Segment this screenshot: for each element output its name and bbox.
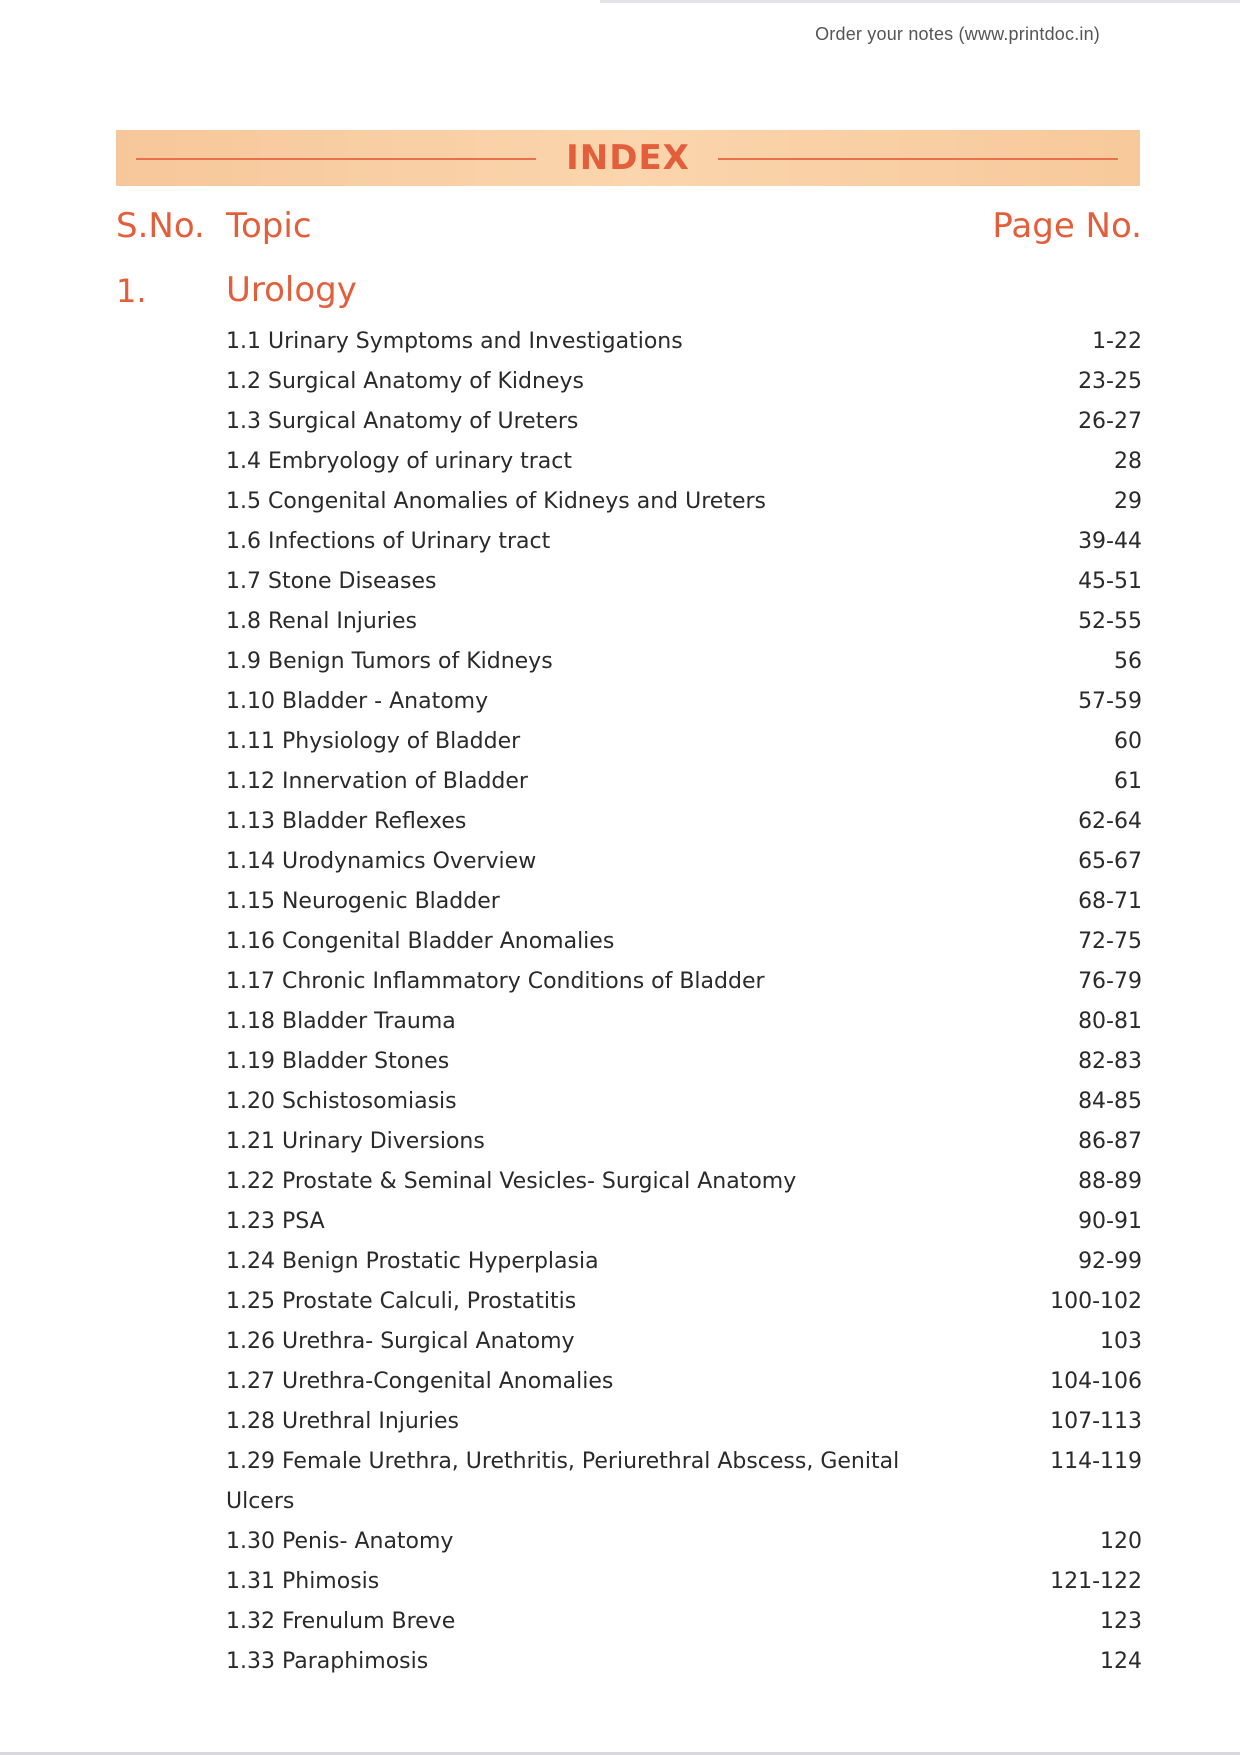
entry-pages: 56 bbox=[1114, 649, 1142, 674]
index-entry bbox=[226, 442, 1142, 482]
entry-topic: 1.3 Surgical Anatomy of Ureters bbox=[226, 409, 579, 434]
entry-pages: 88-89 bbox=[1078, 1169, 1142, 1194]
index-entry bbox=[226, 1322, 1142, 1362]
entry-topic: 1.5 Congenital Anomalies of Kidneys and Ureters bbox=[226, 489, 766, 514]
index-entry bbox=[226, 682, 1142, 722]
entry-pages: 57-59 bbox=[1078, 689, 1142, 714]
entry-pages: 107-113 bbox=[1050, 1409, 1142, 1434]
entry-topic: 1.21 Urinary Diversions bbox=[226, 1129, 485, 1154]
section-title: Urology bbox=[226, 270, 357, 310]
index-entry bbox=[226, 1162, 1142, 1202]
entry-pages: 28 bbox=[1114, 449, 1142, 474]
index-entry bbox=[226, 1282, 1142, 1322]
entry-topic: 1.12 Innervation of Bladder bbox=[226, 769, 528, 794]
entry-topic: 1.31 Phimosis bbox=[226, 1569, 380, 1594]
entry-topic: 1.13 Bladder Reflexes bbox=[226, 809, 467, 834]
entry-pages: 121-122 bbox=[1050, 1569, 1142, 1594]
entry-pages: 61 bbox=[1114, 769, 1142, 794]
entry-pages: 86-87 bbox=[1078, 1129, 1142, 1154]
entry-pages: 114-119 bbox=[1050, 1449, 1142, 1474]
entry-topic: 1.23 PSA bbox=[226, 1209, 325, 1234]
index-entry bbox=[226, 402, 1142, 442]
entry-pages: 84-85 bbox=[1078, 1089, 1142, 1114]
entry-pages: 90-91 bbox=[1078, 1209, 1142, 1234]
index-entry bbox=[226, 1522, 1142, 1562]
entry-pages: 76-79 bbox=[1078, 969, 1142, 994]
entry-pages: 68-71 bbox=[1078, 889, 1142, 914]
header-topic: Topic bbox=[226, 206, 312, 246]
entry-pages: 26-27 bbox=[1078, 409, 1142, 434]
entry-topic: 1.7 Stone Diseases bbox=[226, 569, 437, 594]
entry-topic: 1.6 Infections of Urinary tract bbox=[226, 529, 551, 554]
entry-pages: 103 bbox=[1100, 1329, 1142, 1354]
entry-topic: 1.14 Urodynamics Overview bbox=[226, 849, 537, 874]
entry-topic: 1.16 Congenital Bladder Anomalies bbox=[226, 929, 615, 954]
entry-topic: 1.24 Benign Prostatic Hyperplasia bbox=[226, 1249, 599, 1274]
index-entry bbox=[226, 1082, 1142, 1122]
index-entry bbox=[226, 602, 1142, 642]
entry-pages: 120 bbox=[1100, 1529, 1142, 1554]
index-entry bbox=[226, 962, 1142, 1002]
index-entry bbox=[226, 1602, 1142, 1642]
index-title: INDEX bbox=[566, 138, 690, 178]
index-entry bbox=[226, 1002, 1142, 1042]
entry-topic: 1.1 Urinary Symptoms and Investigations bbox=[226, 329, 683, 354]
entry-topic: 1.2 Surgical Anatomy of Kidneys bbox=[226, 369, 584, 394]
entry-pages: 100-102 bbox=[1050, 1289, 1142, 1314]
index-entries-list bbox=[226, 322, 1142, 1682]
entry-pages: 23-25 bbox=[1078, 369, 1142, 394]
entry-pages: 123 bbox=[1100, 1609, 1142, 1634]
index-entry bbox=[226, 1042, 1142, 1082]
index-entry bbox=[226, 642, 1142, 682]
index-entry bbox=[226, 1362, 1142, 1402]
entry-pages: 29 bbox=[1114, 489, 1142, 514]
entry-topic: 1.9 Benign Tumors of Kidneys bbox=[226, 649, 553, 674]
entry-topic: 1.8 Renal Injuries bbox=[226, 609, 417, 634]
entry-pages: 52-55 bbox=[1078, 609, 1142, 634]
entry-pages: 62-64 bbox=[1078, 809, 1142, 834]
entry-topic: 1.33 Paraphimosis bbox=[226, 1649, 429, 1674]
entry-topic: 1.4 Embryology of urinary tract bbox=[226, 449, 573, 474]
entry-topic: 1.27 Urethra-Congenital Anomalies bbox=[226, 1369, 614, 1394]
entry-topic: 1.30 Penis- Anatomy bbox=[226, 1529, 454, 1554]
entry-topic: 1.28 Urethral Injuries bbox=[226, 1409, 460, 1434]
entry-pages: 39-44 bbox=[1078, 529, 1142, 554]
index-entry bbox=[226, 1242, 1142, 1282]
banner-right-rule bbox=[718, 158, 1118, 160]
entry-pages: 82-83 bbox=[1078, 1049, 1142, 1074]
index-entry bbox=[226, 322, 1142, 362]
index-entry bbox=[226, 522, 1142, 562]
entry-pages: 72-75 bbox=[1078, 929, 1142, 954]
index-entry bbox=[226, 1122, 1142, 1162]
top-edge-rule bbox=[600, 0, 1240, 3]
entry-pages: 80-81 bbox=[1078, 1009, 1142, 1034]
entry-pages: 104-106 bbox=[1050, 1369, 1142, 1394]
index-entry bbox=[226, 722, 1142, 762]
index-entry bbox=[226, 1402, 1142, 1442]
entry-pages: 124 bbox=[1100, 1649, 1142, 1674]
entry-topic: 1.29 Female Urethra, Urethritis, Periurethral Abscess, Genital Ulcers bbox=[226, 1449, 900, 1514]
section-number: 1. bbox=[116, 272, 147, 310]
index-entry bbox=[226, 762, 1142, 802]
entry-topic: 1.26 Urethra- Surgical Anatomy bbox=[226, 1329, 575, 1354]
entry-topic: 1.17 Chronic Inflammatory Conditions of Bladder bbox=[226, 969, 765, 994]
index-entry bbox=[226, 1202, 1142, 1242]
index-entry bbox=[226, 1562, 1142, 1602]
entry-pages: 92-99 bbox=[1078, 1249, 1142, 1274]
entry-topic: 1.18 Bladder Trauma bbox=[226, 1009, 456, 1034]
index-entry bbox=[226, 1642, 1142, 1682]
header-sno: S.No. bbox=[116, 206, 205, 246]
index-entry bbox=[226, 802, 1142, 842]
entry-pages: 65-67 bbox=[1078, 849, 1142, 874]
entry-topic: 1.19 Bladder Stones bbox=[226, 1049, 450, 1074]
entry-topic: 1.10 Bladder - Anatomy bbox=[226, 689, 489, 714]
index-entry bbox=[226, 482, 1142, 522]
index-entry bbox=[226, 562, 1142, 602]
entry-topic: 1.15 Neurogenic Bladder bbox=[226, 889, 500, 914]
entry-topic: 1.11 Physiology of Bladder bbox=[226, 729, 521, 754]
entry-topic: 1.25 Prostate Calculi, Prostatitis bbox=[226, 1289, 577, 1314]
entry-pages: 45-51 bbox=[1078, 569, 1142, 594]
entry-topic: 1.22 Prostate & Seminal Vesicles- Surgical Anatomy bbox=[226, 1169, 797, 1194]
watermark-text: Order your notes (www.printdoc.in) bbox=[815, 24, 1100, 44]
index-entry bbox=[226, 842, 1142, 882]
header-page-no: Page No. bbox=[992, 206, 1142, 246]
entry-pages: 60 bbox=[1114, 729, 1142, 754]
entry-topic: 1.32 Frenulum Breve bbox=[226, 1609, 456, 1634]
entry-pages: 1-22 bbox=[1092, 329, 1142, 354]
index-entry bbox=[226, 882, 1142, 922]
entry-topic: 1.20 Schistosomiasis bbox=[226, 1089, 457, 1114]
index-entry bbox=[226, 362, 1142, 402]
index-banner bbox=[116, 130, 1140, 186]
index-entry bbox=[226, 922, 1142, 962]
index-entry bbox=[226, 1442, 1142, 1522]
